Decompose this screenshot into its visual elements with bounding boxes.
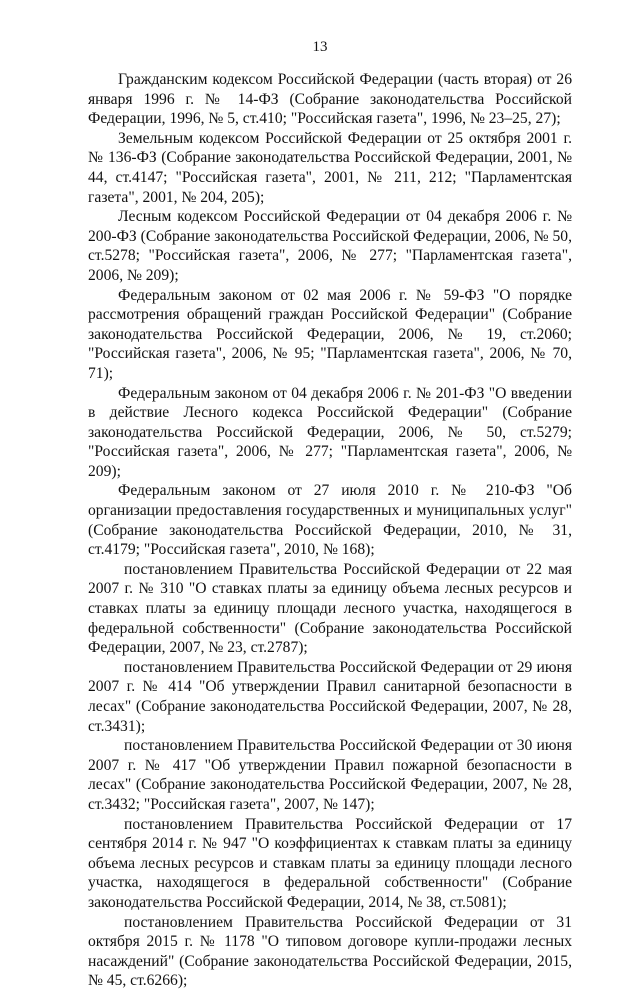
paragraph-decree-1178: постановлением Правительства Российской Федерации от 31 октября 2015 г. № 1178 "О типовом договоре купли-продажи лесных насаждений" (Собрание законодательства Российской Федерации, 2015, № 45, ст.6266); — [88, 913, 572, 990]
paragraph-decree-417: постановлением Правительства Российской Федерации от 30 июня 2007 г. № 417 "Об утверждении Правил пожарной безопасности в лесах" (Собрание законодательства Российской Федерации, 2007, № 28, ст.3432; "Российская газета", 2007, № 147); — [88, 737, 572, 813]
paragraph-law-59-fz: Федеральным законом от 02 мая 2006 г. № 59-ФЗ "О порядке рассмотрения обращений граждан Российской Федерации" (Собрание законодательства Российской Федерации, 2006, № 19, ст.2060; "Российская газета", 2006, № 95; "Парламентская газета", 2006, № 70, 71); — [88, 286, 572, 382]
paragraph-decree-947: постановлением Правительства Российской Федерации от 17 сентября 2014 г. № 947 "О коэффициентах к ставкам платы за единицу объема лесных ресурсов и ставкам платы за единицу площади лесного участка, находящегося в федеральной собственности" (Собрание законодательства Российской Федерации, 2014, № 38, ст.5081); — [88, 815, 572, 911]
paragraph-law-201-fz: Федеральным законом от 04 декабря 2006 г. № 201-ФЗ "О введении в действие Лесного кодекса Российской Федерации" (Собрание законодательства Российской Федерации, 2006, № 50, ст.5279; "Российская газета", 2006, № 277; "Парламентская газета", 2006, № 209); — [88, 384, 572, 480]
paragraph-civil-code: Гражданским кодексом Российской Федерации (часть вторая) от 26 января 1996 г. № 14-ФЗ (Собрание законодательства Российской Федерации, 1996, № 5, ст.410; "Российская газета", 1996, № 23–25, 27); — [88, 71, 572, 128]
paragraph-forest-code: Лесным кодексом Российской Федерации от 04 декабря 2006 г. № 200-ФЗ (Собрание законодательства Российской Федерации, 2006, № 50, ст.5278; "Российская газета", 2006, № 277; "Парламентская газета", 2006, № 209); — [88, 208, 572, 284]
paragraph-land-code: Земельным кодексом Российской Федерации от 25 октября 2001 г. № 136-ФЗ (Собрание законодательства Российской Федерации, 2001, № 44, ст.4147; "Российская газета", 2001, № 211, 212; "Парламентская газета", 2001, № 204, 205); — [88, 129, 572, 206]
paragraph-law-210-fz: Федеральным законом от 27 июля 2010 г. № 210-ФЗ "Об организации предоставления государственных и муниципальных услуг" (Собрание законодательства Российской Федерации, 2010, № 31, ст.4179; "Российская газета", 2010, № 168); — [88, 482, 572, 559]
paragraph-decree-414: постановлением Правительства Российской Федерации от 29 июня 2007 г. № 414 "Об утверждении Правил санитарной безопасности в лесах" (Собрание законодательства Российской Федерации, 2007, № 28, ст.3431); — [88, 658, 572, 735]
page-number: 13 — [312, 39, 328, 55]
document-body — [88, 70, 572, 991]
paragraph-decree-310: постановлением Правительства Российской Федерации от 22 мая 2007 г. № 310 "О ставках платы за единицу объема лесных ресурсов и ставках платы за единицу площади лесного участка, находящегося в федеральной собственности" (Собрание законодательства Российской Федерации, 2007, № 23, ст.2787); — [88, 560, 572, 657]
